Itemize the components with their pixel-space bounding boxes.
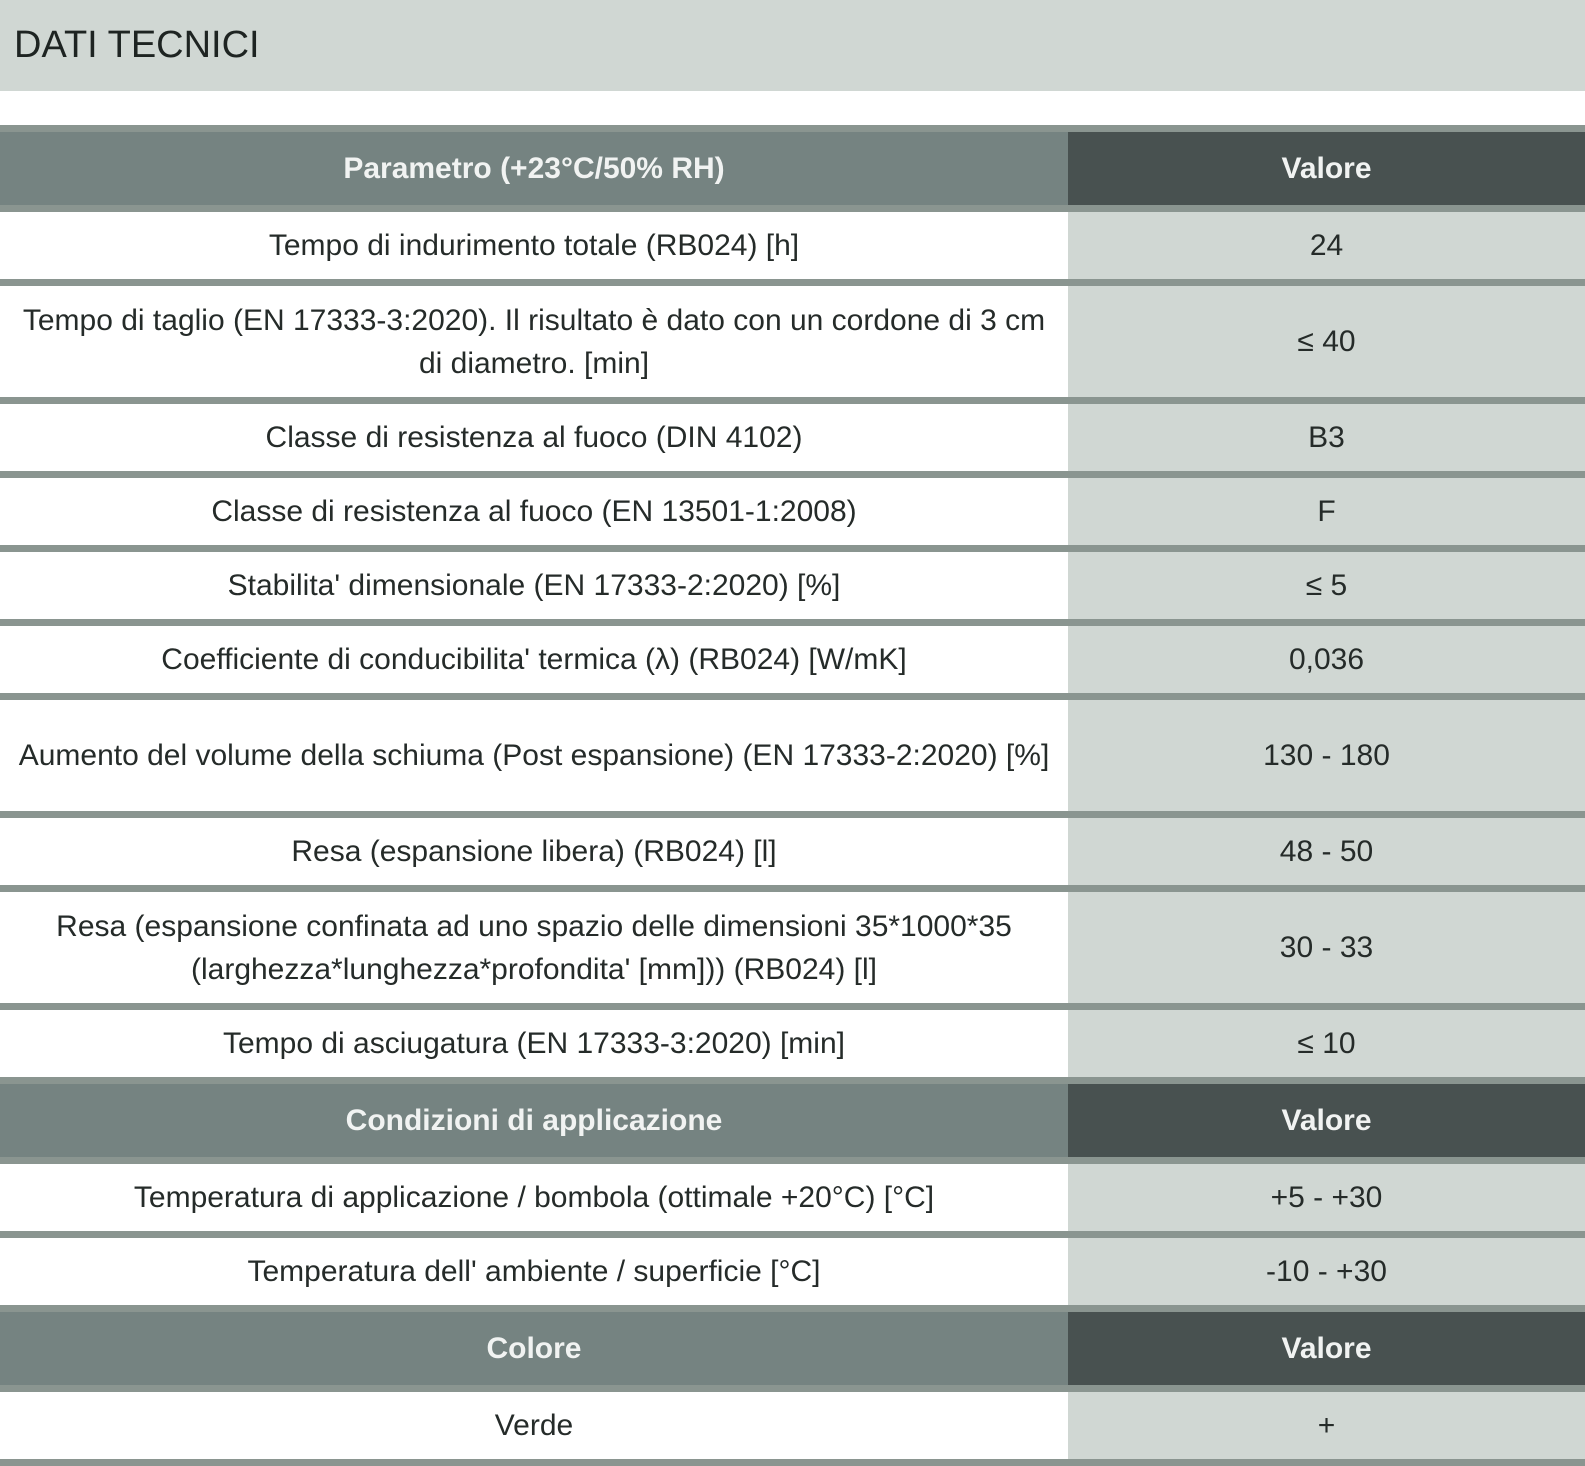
table-row xyxy=(0,209,1585,283)
value-cell: 24 xyxy=(1068,209,1585,283)
value-cell: + xyxy=(1068,1389,1585,1463)
parameter-cell: Tempo di taglio (EN 17333-3:2020). Il risultato è dato con un cordone di 3 cm di diametro. [min] xyxy=(0,283,1068,401)
parameter-cell: Aumento del volume della schiuma (Post espansione) (EN 17333-2:2020) [%] xyxy=(0,697,1068,815)
value-cell: ≤ 10 xyxy=(1068,1007,1585,1081)
parameter-cell: Classe di resistenza al fuoco (DIN 4102) xyxy=(0,401,1068,475)
column-header-value: Valore xyxy=(1068,1081,1585,1161)
table-row xyxy=(0,815,1585,889)
page-title: DATI TECNICI xyxy=(14,24,260,66)
technical-data-table-wrapper xyxy=(0,125,1585,1466)
parameter-cell: Resa (espansione confinata ad uno spazio delle dimensioni 35*1000*35 (larghezza*lunghezza*profondita' [mm])) (RB024) [l] xyxy=(0,889,1068,1007)
table-row xyxy=(0,889,1585,1007)
table-row xyxy=(0,1007,1585,1081)
value-cell: B3 xyxy=(1068,401,1585,475)
parameter-cell: Stabilita' dimensionale (EN 17333-2:2020) [%] xyxy=(0,549,1068,623)
column-header-parameter: Condizioni di applicazione xyxy=(0,1081,1068,1161)
section-header-parameters xyxy=(0,129,1585,209)
section-header-application-conditions xyxy=(0,1081,1585,1161)
section-header-color xyxy=(0,1309,1585,1389)
table-row xyxy=(0,697,1585,815)
parameter-cell: Tempo di indurimento totale (RB024) [h] xyxy=(0,209,1068,283)
parameter-cell: Temperatura dell' ambiente / superficie [°C] xyxy=(0,1235,1068,1309)
value-cell: -10 - +30 xyxy=(1068,1235,1585,1309)
value-cell: 48 - 50 xyxy=(1068,815,1585,889)
parameter-cell: Coefficiente di conducibilita' termica (λ) (RB024) [W/mK] xyxy=(0,623,1068,697)
parameter-cell: Tempo di asciugatura (EN 17333-3:2020) [min] xyxy=(0,1007,1068,1081)
parameter-cell: Classe di resistenza al fuoco (EN 13501-1:2008) xyxy=(0,475,1068,549)
value-cell: +5 - +30 xyxy=(1068,1161,1585,1235)
parameter-cell: Resa (espansione libera) (RB024) [l] xyxy=(0,815,1068,889)
title-bar xyxy=(0,0,1585,91)
parameter-cell: Temperatura di applicazione / bombola (ottimale +20°C) [°C] xyxy=(0,1161,1068,1235)
value-cell: F xyxy=(1068,475,1585,549)
value-cell: 30 - 33 xyxy=(1068,889,1585,1007)
value-cell: 0,036 xyxy=(1068,623,1585,697)
value-cell: ≤ 40 xyxy=(1068,283,1585,401)
table-row xyxy=(0,283,1585,401)
table-row xyxy=(0,1235,1585,1309)
table-row xyxy=(0,549,1585,623)
value-cell: 130 - 180 xyxy=(1068,697,1585,815)
table-row xyxy=(0,1389,1585,1463)
table-row xyxy=(0,475,1585,549)
table-row xyxy=(0,401,1585,475)
column-header-parameter: Parametro (+23°C/50% RH) xyxy=(0,129,1068,209)
value-cell: ≤ 5 xyxy=(1068,549,1585,623)
column-header-value: Valore xyxy=(1068,129,1585,209)
table-row xyxy=(0,1161,1585,1235)
column-header-parameter: Colore xyxy=(0,1309,1068,1389)
parameter-cell: Verde xyxy=(0,1389,1068,1463)
technical-data-table xyxy=(0,125,1585,1466)
column-header-value: Valore xyxy=(1068,1309,1585,1389)
table-row xyxy=(0,623,1585,697)
